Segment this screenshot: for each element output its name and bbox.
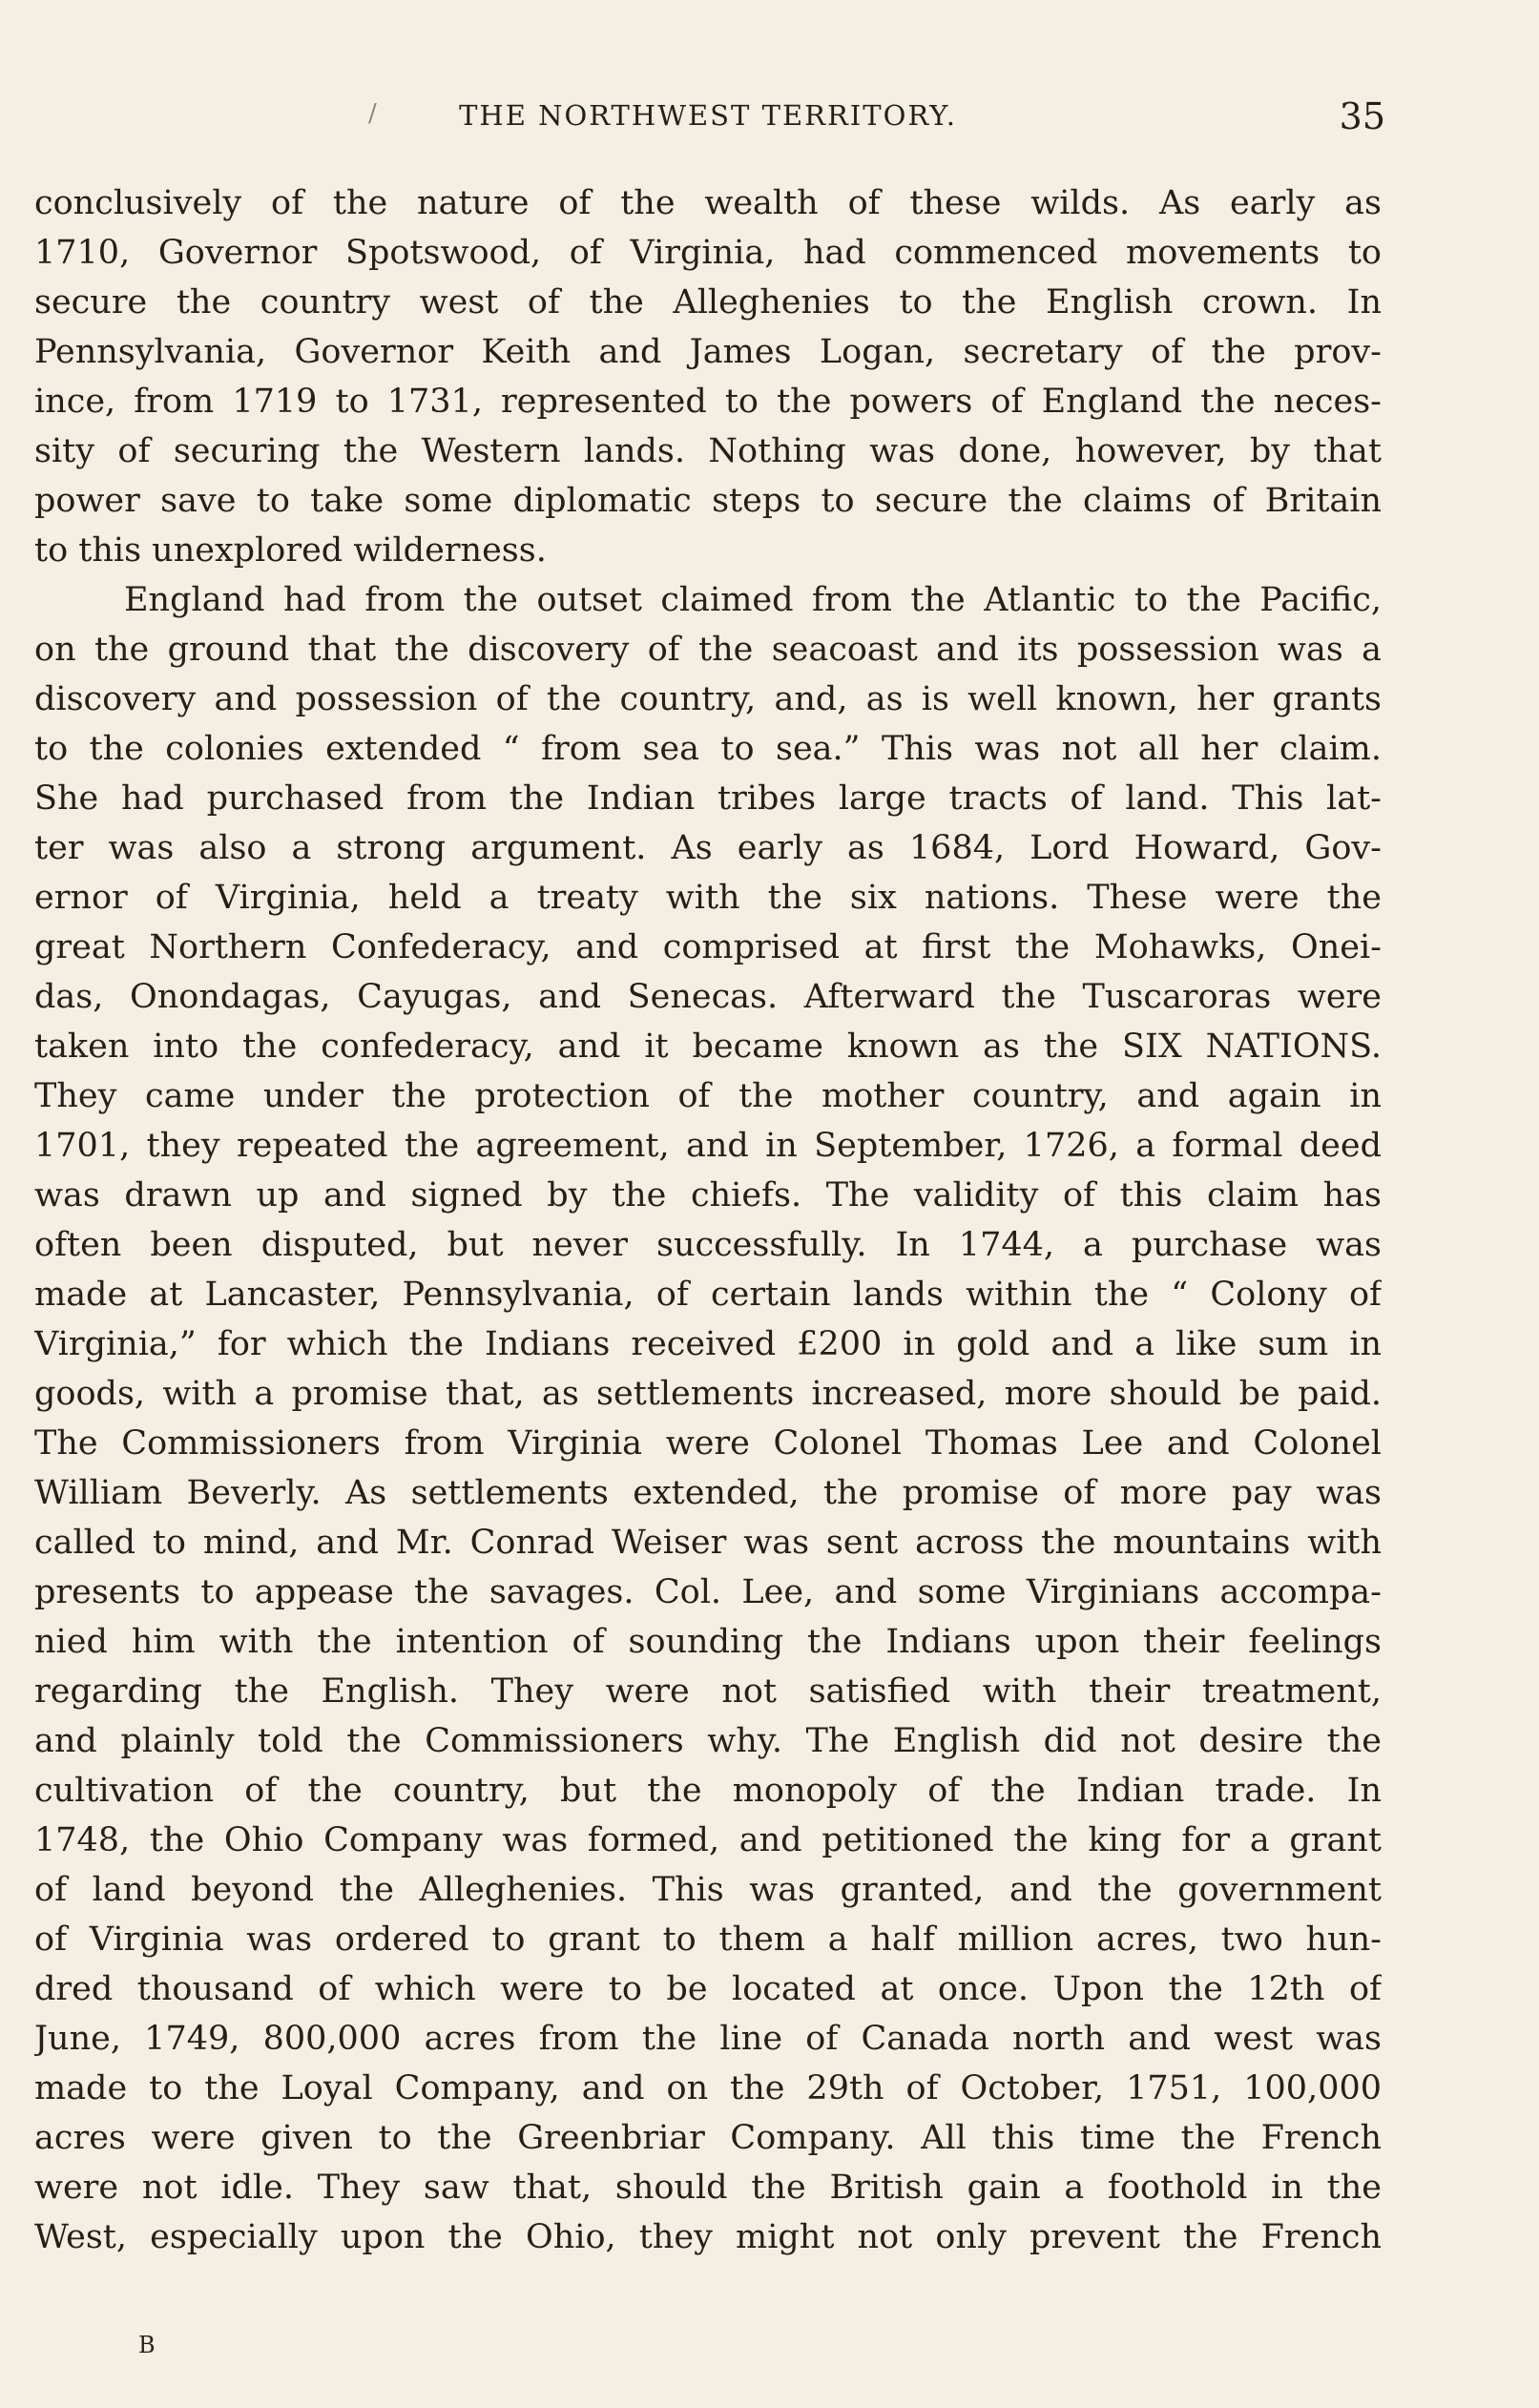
text-line: ince, from 1719 to 1731, represented to the powers of England the neces- [34,383,1382,421]
text-line: dred thousand of which were to be located at once. Upon the 12th of [34,1970,1382,2008]
text-line: often been disputed, but never successfully. In 1744, a purchase was [34,1226,1382,1264]
text-line: acres were given to the Greenbriar Company. All this time the French [34,2119,1382,2157]
text-line: power save to take some diplomatic steps to secure the claims of Britain [34,482,1382,520]
text-line: secure the country west of the Alleghenies to the English crown. In [34,283,1382,322]
text-line: conclusively of the nature of the wealth of these wilds. As early as [34,184,1382,222]
page-header [34,92,1385,137]
text-line: on the ground that the discovery of the seacoast and its possession was a [34,631,1382,669]
text-line: discovery and possession of the country, and, as is well known, her grants [34,680,1382,718]
text-line: nied him with the intention of sounding the Indians upon their feelings [34,1623,1382,1661]
text-line: The Commissioners from Virginia were Colonel Thomas Lee and Colonel [34,1424,1382,1463]
text-line: of Virginia was ordered to grant to them a half million acres, two hun- [34,1920,1382,1959]
text-line: called to mind, and Mr. Conrad Weiser was sent across the mountains with [34,1524,1382,1562]
text-line: ernor of Virginia, held a treaty with the six nations. These were the [34,879,1382,917]
text-line: made at Lancaster, Pennsylvania, of certain lands within the “ Colony of [34,1276,1382,1314]
text-line: Virginia,” for which the Indians received £200 in gold and a like sum in [34,1325,1382,1363]
text-line: 1710, Governor Spotswood, of Virginia, had commenced movements to [34,234,1382,272]
text-line: great Northern Confederacy, and comprised at first the Mohawks, Onei- [34,928,1382,966]
running-head: THE NORTHWEST TERRITORY. [459,99,957,132]
text-line: She had purchased from the Indian tribes large tracts of land. This lat- [34,779,1382,818]
text-line: to this unexplored wilderness. [34,531,547,570]
text-line: 1748, the Ohio Company was formed, and petitioned the king for a grant [34,1821,1382,1859]
text-line: They came under the protection of the mother country, and again in [34,1077,1382,1115]
text-line: das, Onondagas, Cayugas, and Senecas. Afterward the Tuscaroras were [34,978,1382,1016]
body-text [34,178,1382,2262]
text-line: 1701, they repeated the agreement, and in September, 1726, a formal deed [34,1127,1382,1165]
paragraph [34,178,1382,575]
text-line: goods, with a promise that, as settlements increased, more should be paid. [34,1375,1382,1413]
text-line: taken into the confederacy, and it became known as the SIX NATIONS. [34,1028,1382,1066]
signature-mark: B [138,2332,156,2358]
text-line: West, especially upon the Ohio, they might not only prevent the French [34,2218,1382,2256]
text-line: William Beverly. As settlements extended, the promise of more pay was [34,1474,1382,1512]
text-line: and plainly told the Commissioners why. The English did not desire the [34,1722,1382,1760]
text-line: ter was also a strong argument. As early as 1684, Lord Howard, Gov- [34,829,1382,867]
text-line: cultivation of the country, but the monopoly of the Indian trade. In [34,1772,1382,1810]
text-line: sity of securing the Western lands. Nothing was done, however, by that [34,432,1382,470]
text-line: England had from the outset claimed from the Atlantic to the Pacific, [124,581,1382,619]
text-line: regarding the English. They were not satisfied with their treatment, [34,1672,1382,1711]
paragraph [34,575,1382,2262]
text-line: presents to appease the savages. Col. Lee, and some Virginians accompa- [34,1573,1382,1611]
text-line: June, 1749, 800,000 acres from the line of Canada north and west was [34,2020,1382,2058]
header-slash-mark: / [368,99,377,128]
page-number: 35 [1339,95,1385,137]
text-line: to the colonies extended “ from sea to sea.” This was not all her claim. [34,730,1382,768]
text-line: of land beyond the Alleghenies. This was granted, and the government [34,1871,1382,1909]
text-line: was drawn up and signed by the chiefs. The validity of this claim has [34,1176,1382,1214]
text-line: made to the Loyal Company, and on the 29th of October, 1751, 100,000 [34,2069,1382,2107]
text-line: Pennsylvania, Governor Keith and James Logan, secretary of the prov- [34,333,1382,371]
text-line: were not idle. They saw that, should the British gain a foothold in the [34,2169,1382,2207]
